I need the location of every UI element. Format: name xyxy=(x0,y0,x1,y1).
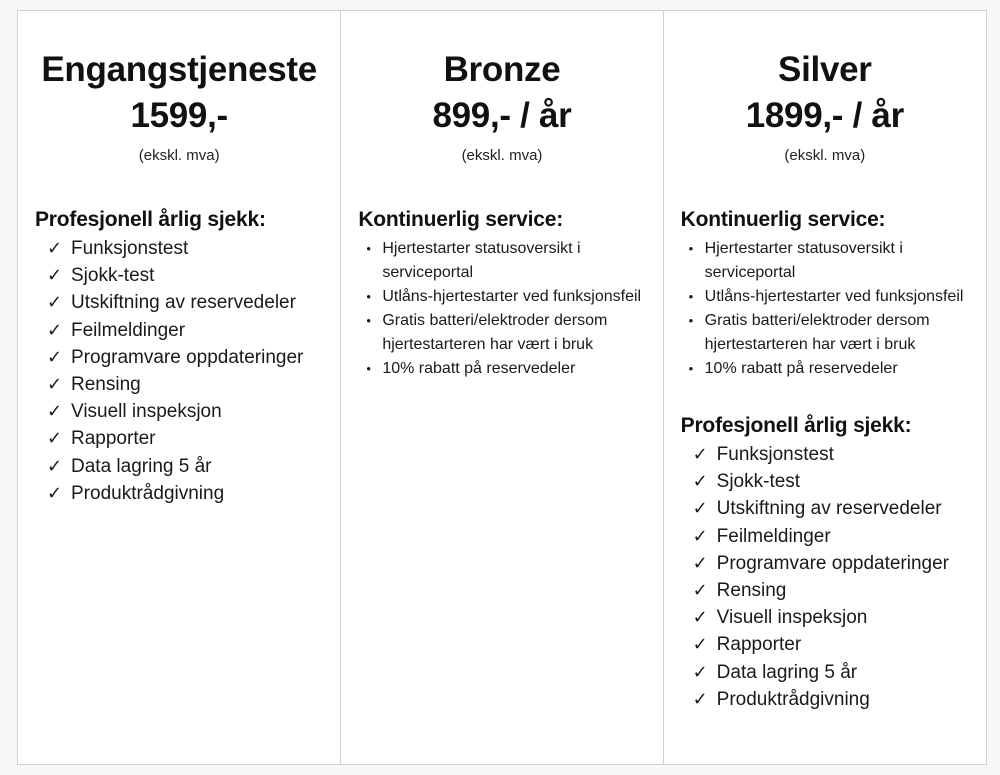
list-item: ✓ Feilmeldinger xyxy=(693,523,986,550)
checkmark-icon: ✓ xyxy=(47,428,63,449)
checkmark-icon: ✓ xyxy=(692,471,708,492)
plan-title: Silver xyxy=(778,50,872,89)
list-item: • Gratis batteri/elektroder dersom hjertestarteren har vært i bruk xyxy=(689,309,986,357)
bullet-icon: • xyxy=(366,313,371,328)
list-item: ✓ Rapporter xyxy=(47,425,340,452)
checkmark-icon: ✓ xyxy=(47,374,63,395)
vat-note: (ekskl. mva) xyxy=(784,147,866,164)
list-item: ✓ Data lagring 5 år xyxy=(47,453,340,480)
plan-price: 1899,- / år xyxy=(745,96,904,135)
annual-check-heading: Profesjonell årlig sjekk: xyxy=(35,208,266,231)
list-item: ✓ Produktrådgivning xyxy=(693,686,986,713)
bullet-icon: • xyxy=(366,241,371,256)
list-item: ✓ Rensing xyxy=(47,371,340,398)
checkmark-icon: ✓ xyxy=(692,444,708,464)
list-item: ✓ Utskiftning av reservedeler xyxy=(47,289,340,316)
checkmark-icon: ✓ xyxy=(47,292,63,313)
list-item: • Utlåns-hjertestarter ved funksjonsfeil xyxy=(689,285,986,309)
checkmark-icon: ✓ xyxy=(47,238,63,258)
list-item: ✓ Funksjonstest xyxy=(693,441,986,468)
bullet-icon: • xyxy=(688,241,694,256)
plan-bronze xyxy=(340,11,662,764)
continuous-service-list xyxy=(664,237,986,381)
vat-note: (ekskl. mva) xyxy=(461,147,543,164)
checkmark-icon: ✓ xyxy=(47,319,63,340)
list-item: ✓ Feilmeldinger xyxy=(47,317,340,344)
checkmark-icon: ✓ xyxy=(692,498,708,519)
list-item: ✓ Sjokk-test xyxy=(693,468,986,495)
checkmark-icon: ✓ xyxy=(692,552,708,573)
list-item: • Utlåns-hjertestarter ved funksjonsfeil xyxy=(366,285,662,309)
list-item: • 10% rabatt på reservedeler xyxy=(366,357,662,381)
checkmark-icon: ✓ xyxy=(692,580,708,601)
plan-price: 899,- / år xyxy=(432,96,572,135)
checkmark-icon: ✓ xyxy=(47,455,63,476)
annual-check-heading: Profesjonell årlig sjekk: xyxy=(680,414,912,437)
list-item: ✓ Produktrådgivning xyxy=(47,480,340,507)
pricing-table xyxy=(17,10,987,765)
bullet-icon: • xyxy=(366,289,371,304)
plan-silver xyxy=(663,11,986,764)
list-item: • Hjertestarter statusoversikt i serviceportal xyxy=(366,237,662,285)
annual-check-list xyxy=(18,235,340,507)
checkmark-icon: ✓ xyxy=(692,661,708,682)
plan-title: Bronze xyxy=(443,50,561,89)
bullet-icon: • xyxy=(366,361,371,376)
list-item: • 10% rabatt på reservedeler xyxy=(689,357,986,381)
vat-note: (ekskl. mva) xyxy=(138,147,220,164)
checkmark-icon: ✓ xyxy=(692,688,708,709)
list-item: ✓ Funksjonstest xyxy=(47,235,340,262)
list-item: ✓ Programvare oppdateringer xyxy=(47,344,340,371)
list-item: ✓ Programvare oppdateringer xyxy=(693,550,986,577)
continuous-service-heading: Kontinuerlig service: xyxy=(358,208,564,231)
continuous-service-heading: Kontinuerlig service: xyxy=(680,208,886,231)
list-item: ✓ Visuell inspeksjon xyxy=(47,398,340,425)
bullet-icon: • xyxy=(688,313,694,328)
annual-check-list xyxy=(664,441,986,713)
checkmark-icon: ✓ xyxy=(692,607,708,628)
list-item: ✓ Sjokk-test xyxy=(47,262,340,289)
checkmark-icon: ✓ xyxy=(47,346,63,367)
list-item: ✓ Rensing xyxy=(693,577,986,604)
list-item: ✓ Data lagring 5 år xyxy=(693,659,986,686)
list-item: ✓ Visuell inspeksjon xyxy=(693,604,986,631)
checkmark-icon: ✓ xyxy=(47,265,63,286)
plan-title: Engangstjeneste xyxy=(41,50,317,89)
checkmark-icon: ✓ xyxy=(692,634,708,655)
bullet-icon: • xyxy=(688,289,694,304)
list-item: ✓ Rapporter xyxy=(693,631,986,658)
plan-price: 1599,- xyxy=(130,96,228,135)
list-item: • Gratis batteri/elektroder dersom hjertestarteren har vært i bruk xyxy=(366,309,662,357)
bullet-icon: • xyxy=(688,361,694,376)
checkmark-icon: ✓ xyxy=(692,525,708,546)
list-item: ✓ Utskiftning av reservedeler xyxy=(693,495,986,522)
list-item: • Hjertestarter statusoversikt i serviceportal xyxy=(689,237,986,285)
checkmark-icon: ✓ xyxy=(47,482,63,503)
continuous-service-list xyxy=(341,237,662,381)
checkmark-icon: ✓ xyxy=(47,401,63,422)
plan-engangstjeneste xyxy=(18,11,340,764)
